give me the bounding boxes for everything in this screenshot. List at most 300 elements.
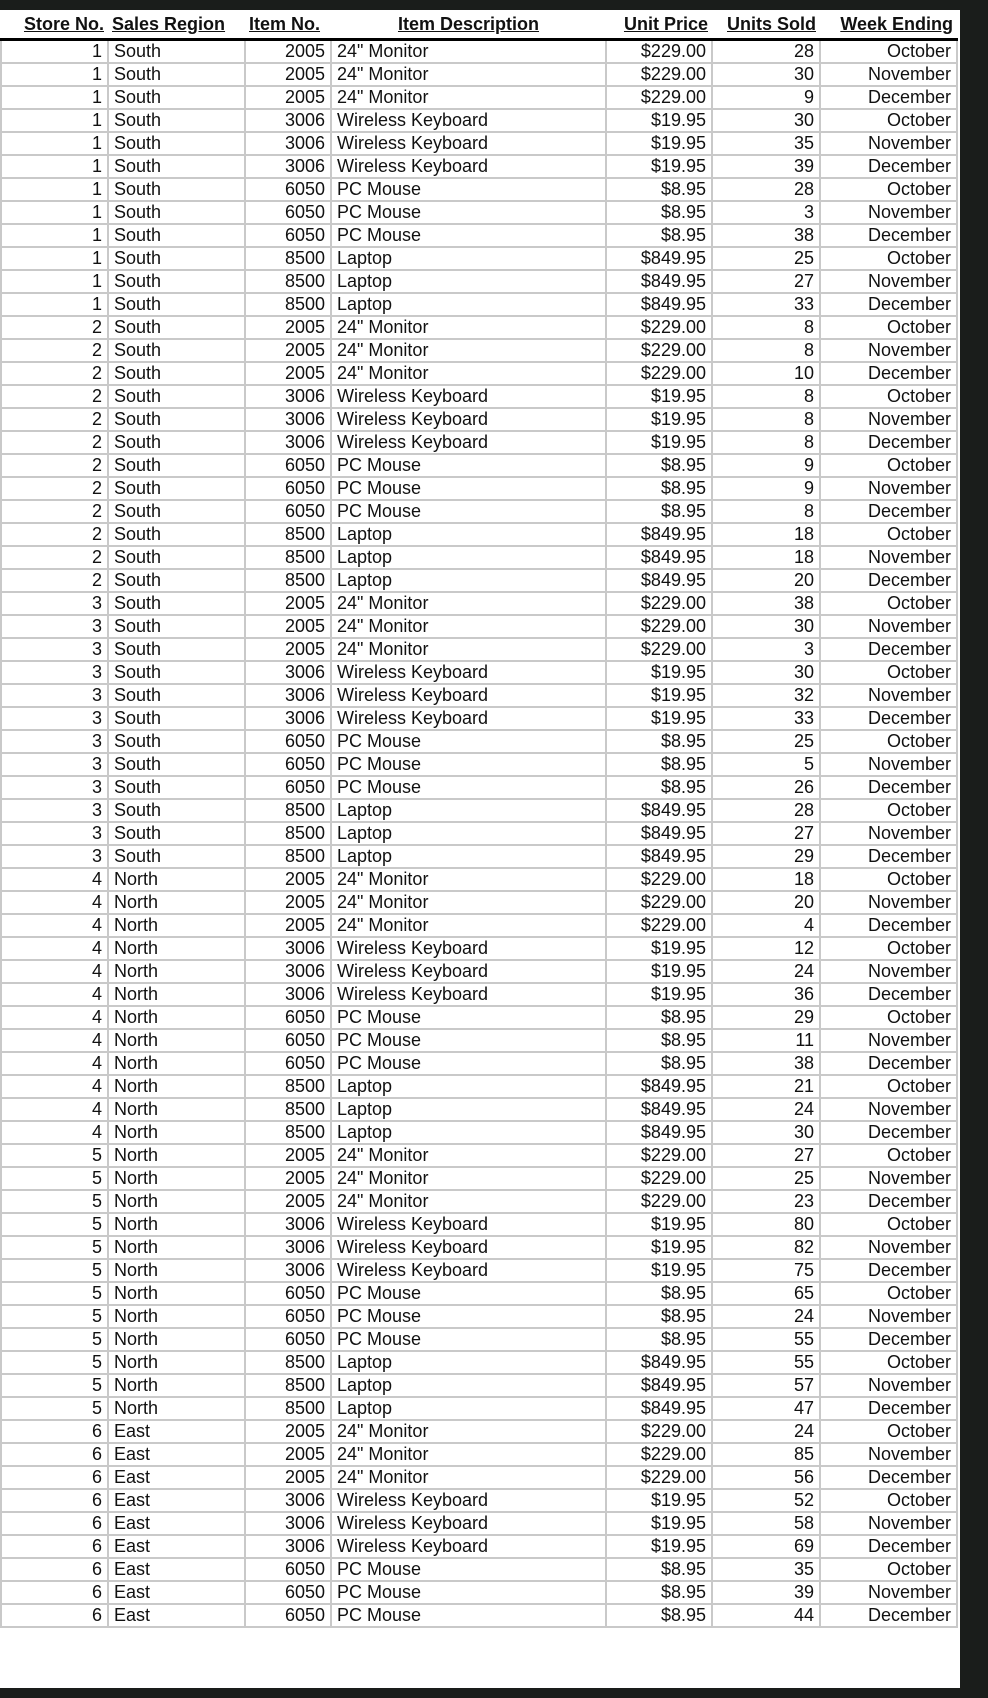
- cell-sales-region[interactable]: South: [108, 500, 245, 523]
- cell-sales-region[interactable]: North: [108, 1006, 245, 1029]
- cell-item-no[interactable]: 8500: [245, 1098, 331, 1121]
- cell-week-ending[interactable]: October: [820, 40, 957, 64]
- cell-item-no[interactable]: 6050: [245, 1581, 331, 1604]
- cell-week-ending[interactable]: November: [820, 1374, 957, 1397]
- cell-sales-region[interactable]: South: [108, 546, 245, 569]
- cell-week-ending[interactable]: November: [820, 1098, 957, 1121]
- cell-week-ending[interactable]: October: [820, 1144, 957, 1167]
- cell-units-sold[interactable]: 3: [712, 201, 820, 224]
- cell-week-ending[interactable]: October: [820, 1351, 957, 1374]
- cell-item-description[interactable]: PC Mouse: [331, 1328, 606, 1351]
- cell-item-description[interactable]: 24" Monitor: [331, 868, 606, 891]
- cell-store-no[interactable]: 3: [1, 776, 108, 799]
- cell-item-description[interactable]: Laptop: [331, 1351, 606, 1374]
- cell-sales-region[interactable]: North: [108, 1213, 245, 1236]
- cell-units-sold[interactable]: 8: [712, 316, 820, 339]
- cell-units-sold[interactable]: 35: [712, 1558, 820, 1581]
- cell-item-no[interactable]: 8500: [245, 247, 331, 270]
- cell-units-sold[interactable]: 39: [712, 1581, 820, 1604]
- cell-week-ending[interactable]: November: [820, 270, 957, 293]
- cell-store-no[interactable]: 3: [1, 661, 108, 684]
- cell-item-no[interactable]: 6050: [245, 201, 331, 224]
- cell-item-no[interactable]: 3006: [245, 132, 331, 155]
- cell-week-ending[interactable]: December: [820, 845, 957, 868]
- cell-units-sold[interactable]: 18: [712, 546, 820, 569]
- cell-store-no[interactable]: 1: [1, 224, 108, 247]
- cell-units-sold[interactable]: 58: [712, 1512, 820, 1535]
- cell-store-no[interactable]: 5: [1, 1374, 108, 1397]
- cell-store-no[interactable]: 4: [1, 868, 108, 891]
- cell-sales-region[interactable]: North: [108, 960, 245, 983]
- cell-unit-price[interactable]: $229.00: [606, 1443, 712, 1466]
- cell-item-no[interactable]: 8500: [245, 1374, 331, 1397]
- cell-store-no[interactable]: 3: [1, 707, 108, 730]
- cell-store-no[interactable]: 2: [1, 454, 108, 477]
- cell-units-sold[interactable]: 56: [712, 1466, 820, 1489]
- cell-item-description[interactable]: PC Mouse: [331, 730, 606, 753]
- cell-units-sold[interactable]: 10: [712, 362, 820, 385]
- cell-sales-region[interactable]: South: [108, 615, 245, 638]
- cell-store-no[interactable]: 5: [1, 1213, 108, 1236]
- cell-week-ending[interactable]: October: [820, 1213, 957, 1236]
- cell-item-no[interactable]: 8500: [245, 822, 331, 845]
- cell-unit-price[interactable]: $8.95: [606, 500, 712, 523]
- cell-week-ending[interactable]: December: [820, 1328, 957, 1351]
- cell-units-sold[interactable]: 9: [712, 454, 820, 477]
- cell-week-ending[interactable]: December: [820, 1052, 957, 1075]
- cell-unit-price[interactable]: $849.95: [606, 822, 712, 845]
- cell-unit-price[interactable]: $229.00: [606, 1144, 712, 1167]
- cell-unit-price[interactable]: $849.95: [606, 523, 712, 546]
- header-unit-price[interactable]: Unit Price: [606, 10, 712, 40]
- cell-item-description[interactable]: Wireless Keyboard: [331, 1535, 606, 1558]
- cell-store-no[interactable]: 4: [1, 914, 108, 937]
- cell-sales-region[interactable]: South: [108, 431, 245, 454]
- cell-sales-region[interactable]: North: [108, 1305, 245, 1328]
- cell-week-ending[interactable]: October: [820, 247, 957, 270]
- cell-store-no[interactable]: 3: [1, 845, 108, 868]
- cell-unit-price[interactable]: $229.00: [606, 1420, 712, 1443]
- cell-week-ending[interactable]: November: [820, 1167, 957, 1190]
- cell-units-sold[interactable]: 75: [712, 1259, 820, 1282]
- cell-item-no[interactable]: 2005: [245, 914, 331, 937]
- cell-item-no[interactable]: 3006: [245, 1236, 331, 1259]
- cell-sales-region[interactable]: South: [108, 155, 245, 178]
- cell-sales-region[interactable]: South: [108, 845, 245, 868]
- cell-sales-region[interactable]: North: [108, 937, 245, 960]
- cell-store-no[interactable]: 4: [1, 1075, 108, 1098]
- cell-store-no[interactable]: 1: [1, 40, 108, 64]
- cell-item-no[interactable]: 3006: [245, 155, 331, 178]
- cell-week-ending[interactable]: November: [820, 132, 957, 155]
- cell-item-no[interactable]: 3006: [245, 385, 331, 408]
- cell-unit-price[interactable]: $849.95: [606, 1397, 712, 1420]
- cell-item-description[interactable]: 24" Monitor: [331, 63, 606, 86]
- cell-unit-price[interactable]: $8.95: [606, 753, 712, 776]
- cell-item-no[interactable]: 3006: [245, 707, 331, 730]
- cell-item-no[interactable]: 3006: [245, 109, 331, 132]
- cell-unit-price[interactable]: $19.95: [606, 155, 712, 178]
- cell-sales-region[interactable]: South: [108, 408, 245, 431]
- cell-item-no[interactable]: 3006: [245, 960, 331, 983]
- cell-week-ending[interactable]: December: [820, 500, 957, 523]
- cell-units-sold[interactable]: 27: [712, 1144, 820, 1167]
- cell-week-ending[interactable]: October: [820, 937, 957, 960]
- cell-week-ending[interactable]: December: [820, 776, 957, 799]
- cell-store-no[interactable]: 4: [1, 1029, 108, 1052]
- cell-item-description[interactable]: Wireless Keyboard: [331, 109, 606, 132]
- cell-store-no[interactable]: 1: [1, 155, 108, 178]
- cell-store-no[interactable]: 2: [1, 431, 108, 454]
- cell-units-sold[interactable]: 28: [712, 40, 820, 64]
- cell-item-no[interactable]: 2005: [245, 592, 331, 615]
- cell-item-no[interactable]: 2005: [245, 638, 331, 661]
- cell-sales-region[interactable]: South: [108, 224, 245, 247]
- cell-units-sold[interactable]: 11: [712, 1029, 820, 1052]
- cell-item-description[interactable]: Wireless Keyboard: [331, 132, 606, 155]
- cell-units-sold[interactable]: 57: [712, 1374, 820, 1397]
- cell-sales-region[interactable]: South: [108, 339, 245, 362]
- cell-store-no[interactable]: 5: [1, 1397, 108, 1420]
- cell-item-no[interactable]: 6050: [245, 500, 331, 523]
- cell-store-no[interactable]: 3: [1, 684, 108, 707]
- cell-sales-region[interactable]: South: [108, 661, 245, 684]
- cell-item-no[interactable]: 6050: [245, 454, 331, 477]
- cell-units-sold[interactable]: 69: [712, 1535, 820, 1558]
- cell-item-description[interactable]: Laptop: [331, 822, 606, 845]
- cell-item-no[interactable]: 6050: [245, 1006, 331, 1029]
- cell-store-no[interactable]: 6: [1, 1466, 108, 1489]
- cell-units-sold[interactable]: 8: [712, 431, 820, 454]
- cell-item-no[interactable]: 3006: [245, 661, 331, 684]
- cell-store-no[interactable]: 5: [1, 1144, 108, 1167]
- cell-units-sold[interactable]: 5: [712, 753, 820, 776]
- cell-week-ending[interactable]: November: [820, 339, 957, 362]
- cell-item-no[interactable]: 8500: [245, 845, 331, 868]
- cell-unit-price[interactable]: $8.95: [606, 1305, 712, 1328]
- cell-sales-region[interactable]: South: [108, 247, 245, 270]
- cell-sales-region[interactable]: East: [108, 1420, 245, 1443]
- cell-item-description[interactable]: PC Mouse: [331, 477, 606, 500]
- cell-item-no[interactable]: 8500: [245, 569, 331, 592]
- cell-store-no[interactable]: 6: [1, 1535, 108, 1558]
- cell-store-no[interactable]: 1: [1, 109, 108, 132]
- cell-units-sold[interactable]: 30: [712, 1121, 820, 1144]
- cell-unit-price[interactable]: $229.00: [606, 615, 712, 638]
- cell-unit-price[interactable]: $19.95: [606, 431, 712, 454]
- cell-units-sold[interactable]: 28: [712, 799, 820, 822]
- cell-unit-price[interactable]: $849.95: [606, 546, 712, 569]
- cell-sales-region[interactable]: South: [108, 40, 245, 64]
- cell-sales-region[interactable]: South: [108, 799, 245, 822]
- cell-week-ending[interactable]: December: [820, 431, 957, 454]
- cell-sales-region[interactable]: East: [108, 1535, 245, 1558]
- cell-sales-region[interactable]: East: [108, 1466, 245, 1489]
- cell-item-no[interactable]: 2005: [245, 86, 331, 109]
- cell-item-description[interactable]: 24" Monitor: [331, 1190, 606, 1213]
- cell-week-ending[interactable]: November: [820, 684, 957, 707]
- cell-week-ending[interactable]: December: [820, 86, 957, 109]
- cell-units-sold[interactable]: 39: [712, 155, 820, 178]
- cell-sales-region[interactable]: North: [108, 1052, 245, 1075]
- cell-unit-price[interactable]: $19.95: [606, 661, 712, 684]
- cell-sales-region[interactable]: South: [108, 684, 245, 707]
- cell-units-sold[interactable]: 35: [712, 132, 820, 155]
- cell-week-ending[interactable]: December: [820, 707, 957, 730]
- cell-week-ending[interactable]: November: [820, 546, 957, 569]
- cell-units-sold[interactable]: 27: [712, 822, 820, 845]
- cell-week-ending[interactable]: October: [820, 661, 957, 684]
- cell-units-sold[interactable]: 9: [712, 477, 820, 500]
- cell-week-ending[interactable]: November: [820, 891, 957, 914]
- cell-week-ending[interactable]: October: [820, 592, 957, 615]
- cell-week-ending[interactable]: October: [820, 178, 957, 201]
- cell-item-no[interactable]: 2005: [245, 1420, 331, 1443]
- cell-item-description[interactable]: Laptop: [331, 845, 606, 868]
- cell-unit-price[interactable]: $8.95: [606, 1006, 712, 1029]
- cell-unit-price[interactable]: $8.95: [606, 1581, 712, 1604]
- cell-item-description[interactable]: Laptop: [331, 270, 606, 293]
- cell-item-no[interactable]: 6050: [245, 477, 331, 500]
- cell-week-ending[interactable]: November: [820, 1512, 957, 1535]
- cell-store-no[interactable]: 4: [1, 1052, 108, 1075]
- cell-sales-region[interactable]: South: [108, 822, 245, 845]
- cell-week-ending[interactable]: November: [820, 753, 957, 776]
- cell-unit-price[interactable]: $229.00: [606, 891, 712, 914]
- cell-sales-region[interactable]: South: [108, 109, 245, 132]
- cell-item-description[interactable]: PC Mouse: [331, 1029, 606, 1052]
- cell-unit-price[interactable]: $8.95: [606, 477, 712, 500]
- cell-store-no[interactable]: 1: [1, 178, 108, 201]
- cell-sales-region[interactable]: North: [108, 868, 245, 891]
- cell-sales-region[interactable]: North: [108, 1121, 245, 1144]
- cell-item-no[interactable]: 6050: [245, 1282, 331, 1305]
- cell-unit-price[interactable]: $19.95: [606, 684, 712, 707]
- cell-units-sold[interactable]: 38: [712, 1052, 820, 1075]
- cell-week-ending[interactable]: November: [820, 822, 957, 845]
- header-sales-region[interactable]: Sales Region: [108, 10, 245, 40]
- cell-units-sold[interactable]: 28: [712, 178, 820, 201]
- cell-item-no[interactable]: 8500: [245, 523, 331, 546]
- cell-store-no[interactable]: 1: [1, 293, 108, 316]
- cell-item-description[interactable]: Laptop: [331, 293, 606, 316]
- cell-week-ending[interactable]: December: [820, 1190, 957, 1213]
- cell-item-no[interactable]: 3006: [245, 408, 331, 431]
- cell-store-no[interactable]: 5: [1, 1351, 108, 1374]
- cell-item-no[interactable]: 8500: [245, 270, 331, 293]
- cell-units-sold[interactable]: 23: [712, 1190, 820, 1213]
- cell-unit-price[interactable]: $229.00: [606, 1466, 712, 1489]
- cell-week-ending[interactable]: November: [820, 477, 957, 500]
- cell-item-description[interactable]: PC Mouse: [331, 224, 606, 247]
- cell-sales-region[interactable]: South: [108, 270, 245, 293]
- cell-unit-price[interactable]: $229.00: [606, 914, 712, 937]
- cell-sales-region[interactable]: East: [108, 1581, 245, 1604]
- cell-unit-price[interactable]: $229.00: [606, 592, 712, 615]
- cell-item-description[interactable]: PC Mouse: [331, 1282, 606, 1305]
- cell-item-no[interactable]: 2005: [245, 868, 331, 891]
- cell-store-no[interactable]: 1: [1, 63, 108, 86]
- cell-item-no[interactable]: 3006: [245, 1512, 331, 1535]
- cell-sales-region[interactable]: South: [108, 707, 245, 730]
- cell-store-no[interactable]: 6: [1, 1581, 108, 1604]
- cell-sales-region[interactable]: North: [108, 1282, 245, 1305]
- cell-item-no[interactable]: 2005: [245, 615, 331, 638]
- cell-unit-price[interactable]: $8.95: [606, 454, 712, 477]
- cell-week-ending[interactable]: October: [820, 1006, 957, 1029]
- cell-unit-price[interactable]: $229.00: [606, 1167, 712, 1190]
- cell-store-no[interactable]: 1: [1, 270, 108, 293]
- cell-item-no[interactable]: 6050: [245, 730, 331, 753]
- cell-week-ending[interactable]: October: [820, 1282, 957, 1305]
- cell-store-no[interactable]: 2: [1, 523, 108, 546]
- cell-week-ending[interactable]: October: [820, 730, 957, 753]
- cell-store-no[interactable]: 5: [1, 1259, 108, 1282]
- cell-store-no[interactable]: 4: [1, 1098, 108, 1121]
- cell-unit-price[interactable]: $8.95: [606, 1282, 712, 1305]
- cell-units-sold[interactable]: 25: [712, 1167, 820, 1190]
- cell-unit-price[interactable]: $8.95: [606, 1328, 712, 1351]
- cell-units-sold[interactable]: 8: [712, 500, 820, 523]
- cell-store-no[interactable]: 4: [1, 937, 108, 960]
- cell-item-no[interactable]: 2005: [245, 1466, 331, 1489]
- cell-units-sold[interactable]: 44: [712, 1604, 820, 1627]
- cell-units-sold[interactable]: 20: [712, 569, 820, 592]
- cell-item-description[interactable]: PC Mouse: [331, 753, 606, 776]
- cell-item-description[interactable]: Laptop: [331, 1075, 606, 1098]
- cell-item-description[interactable]: 24" Monitor: [331, 1466, 606, 1489]
- cell-store-no[interactable]: 2: [1, 500, 108, 523]
- cell-store-no[interactable]: 3: [1, 753, 108, 776]
- cell-unit-price[interactable]: $849.95: [606, 1351, 712, 1374]
- cell-units-sold[interactable]: 26: [712, 776, 820, 799]
- cell-item-description[interactable]: 24" Monitor: [331, 1420, 606, 1443]
- cell-unit-price[interactable]: $19.95: [606, 132, 712, 155]
- cell-sales-region[interactable]: South: [108, 316, 245, 339]
- cell-item-description[interactable]: Laptop: [331, 1397, 606, 1420]
- cell-sales-region[interactable]: South: [108, 454, 245, 477]
- cell-units-sold[interactable]: 24: [712, 1098, 820, 1121]
- cell-week-ending[interactable]: December: [820, 638, 957, 661]
- cell-item-description[interactable]: PC Mouse: [331, 1006, 606, 1029]
- cell-store-no[interactable]: 2: [1, 569, 108, 592]
- cell-item-description[interactable]: PC Mouse: [331, 1052, 606, 1075]
- cell-unit-price[interactable]: $8.95: [606, 201, 712, 224]
- cell-store-no[interactable]: 5: [1, 1305, 108, 1328]
- cell-item-no[interactable]: 6050: [245, 1029, 331, 1052]
- cell-unit-price[interactable]: $19.95: [606, 1236, 712, 1259]
- cell-sales-region[interactable]: South: [108, 385, 245, 408]
- cell-item-no[interactable]: 3006: [245, 983, 331, 1006]
- cell-store-no[interactable]: 5: [1, 1328, 108, 1351]
- cell-unit-price[interactable]: $229.00: [606, 40, 712, 64]
- cell-item-no[interactable]: 8500: [245, 799, 331, 822]
- cell-unit-price[interactable]: $19.95: [606, 1512, 712, 1535]
- cell-units-sold[interactable]: 33: [712, 293, 820, 316]
- cell-sales-region[interactable]: North: [108, 1397, 245, 1420]
- cell-item-no[interactable]: 6050: [245, 1604, 331, 1627]
- cell-item-description[interactable]: 24" Monitor: [331, 615, 606, 638]
- cell-unit-price[interactable]: $849.95: [606, 270, 712, 293]
- cell-item-description[interactable]: 24" Monitor: [331, 1167, 606, 1190]
- cell-item-no[interactable]: 3006: [245, 431, 331, 454]
- cell-units-sold[interactable]: 18: [712, 523, 820, 546]
- cell-unit-price[interactable]: $229.00: [606, 316, 712, 339]
- cell-item-no[interactable]: 8500: [245, 1351, 331, 1374]
- cell-store-no[interactable]: 1: [1, 132, 108, 155]
- cell-item-no[interactable]: 6050: [245, 224, 331, 247]
- cell-item-description[interactable]: Wireless Keyboard: [331, 1236, 606, 1259]
- cell-unit-price[interactable]: $19.95: [606, 385, 712, 408]
- cell-units-sold[interactable]: 3: [712, 638, 820, 661]
- header-units-sold[interactable]: Units Sold: [712, 10, 820, 40]
- header-week-ending[interactable]: Week Ending: [820, 10, 957, 40]
- cell-week-ending[interactable]: October: [820, 109, 957, 132]
- cell-units-sold[interactable]: 24: [712, 960, 820, 983]
- cell-item-no[interactable]: 2005: [245, 40, 331, 64]
- cell-unit-price[interactable]: $849.95: [606, 247, 712, 270]
- cell-item-no[interactable]: 6050: [245, 1558, 331, 1581]
- cell-units-sold[interactable]: 32: [712, 684, 820, 707]
- cell-unit-price[interactable]: $8.95: [606, 776, 712, 799]
- cell-unit-price[interactable]: $849.95: [606, 569, 712, 592]
- cell-sales-region[interactable]: South: [108, 201, 245, 224]
- cell-store-no[interactable]: 2: [1, 385, 108, 408]
- cell-sales-region[interactable]: North: [108, 1098, 245, 1121]
- cell-item-description[interactable]: Wireless Keyboard: [331, 1489, 606, 1512]
- cell-store-no[interactable]: 1: [1, 247, 108, 270]
- cell-unit-price[interactable]: $849.95: [606, 845, 712, 868]
- cell-item-no[interactable]: 8500: [245, 293, 331, 316]
- cell-sales-region[interactable]: North: [108, 1374, 245, 1397]
- cell-units-sold[interactable]: 24: [712, 1305, 820, 1328]
- cell-store-no[interactable]: 2: [1, 339, 108, 362]
- cell-unit-price[interactable]: $19.95: [606, 707, 712, 730]
- cell-store-no[interactable]: 1: [1, 86, 108, 109]
- cell-item-no[interactable]: 3006: [245, 1213, 331, 1236]
- cell-sales-region[interactable]: North: [108, 1144, 245, 1167]
- cell-sales-region[interactable]: East: [108, 1489, 245, 1512]
- cell-item-description[interactable]: Wireless Keyboard: [331, 937, 606, 960]
- cell-week-ending[interactable]: December: [820, 1397, 957, 1420]
- cell-week-ending[interactable]: November: [820, 408, 957, 431]
- cell-unit-price[interactable]: $19.95: [606, 1535, 712, 1558]
- cell-item-description[interactable]: PC Mouse: [331, 500, 606, 523]
- cell-sales-region[interactable]: South: [108, 638, 245, 661]
- cell-item-no[interactable]: 2005: [245, 891, 331, 914]
- cell-sales-region[interactable]: South: [108, 86, 245, 109]
- cell-sales-region[interactable]: North: [108, 1075, 245, 1098]
- cell-units-sold[interactable]: 38: [712, 592, 820, 615]
- cell-unit-price[interactable]: $229.00: [606, 638, 712, 661]
- cell-item-description[interactable]: Laptop: [331, 546, 606, 569]
- cell-week-ending[interactable]: November: [820, 63, 957, 86]
- cell-week-ending[interactable]: December: [820, 1259, 957, 1282]
- cell-units-sold[interactable]: 24: [712, 1420, 820, 1443]
- cell-store-no[interactable]: 5: [1, 1282, 108, 1305]
- cell-item-no[interactable]: 6050: [245, 753, 331, 776]
- cell-units-sold[interactable]: 27: [712, 270, 820, 293]
- cell-store-no[interactable]: 6: [1, 1420, 108, 1443]
- cell-week-ending[interactable]: October: [820, 385, 957, 408]
- cell-item-description[interactable]: Wireless Keyboard: [331, 707, 606, 730]
- header-item-no[interactable]: Item No.: [245, 10, 331, 40]
- cell-item-no[interactable]: 6050: [245, 776, 331, 799]
- cell-unit-price[interactable]: $19.95: [606, 937, 712, 960]
- cell-unit-price[interactable]: $8.95: [606, 1029, 712, 1052]
- cell-units-sold[interactable]: 82: [712, 1236, 820, 1259]
- cell-item-description[interactable]: PC Mouse: [331, 1604, 606, 1627]
